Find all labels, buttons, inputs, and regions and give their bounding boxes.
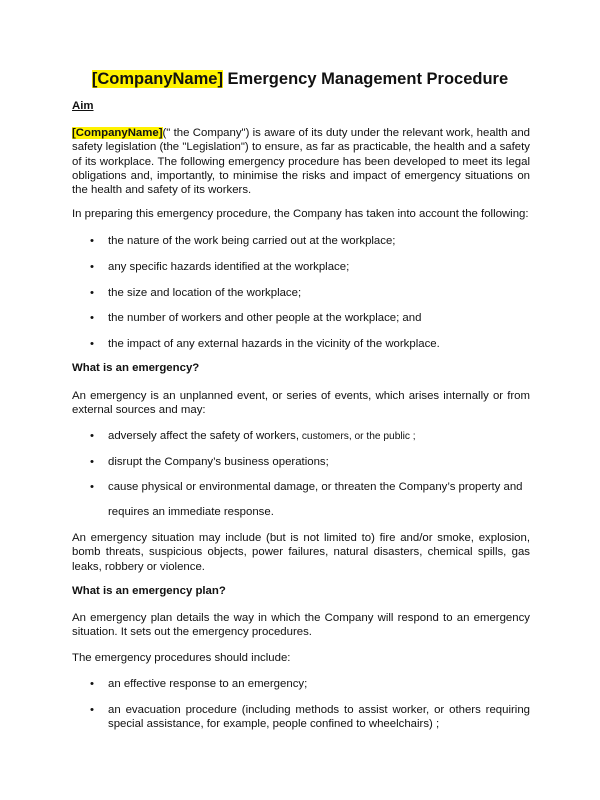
plan-heading: What is an emergency plan? — [72, 585, 226, 597]
bullet-icon: • — [90, 312, 94, 324]
list-item-text-continued: requires an immediate response. — [108, 506, 274, 518]
aim-paragraph-text: (" the Company") is aware of its duty under the relevant work, health and safety legislation (the "Legislation") to ensure, as far as practicable, the health and a safety of its workplace. The following emergency procedure has been developed to meet its legal obligations and, importantly, to minimise the risks and impact of emergency situations on the health and safety of its workers. — [72, 127, 530, 197]
company-name-placeholder: [CompanyName] — [72, 127, 163, 139]
list-item-text: the impact of any external hazards in the vicinity of the workplace. — [108, 338, 440, 350]
bullet-icon: • — [90, 338, 94, 350]
document-title — [0, 70, 600, 89]
list-item-text: an effective response to an emergency; — [108, 678, 308, 690]
title-text: Emergency Management Procedure — [222, 70, 509, 88]
list-item-text: the nature of the work being carried out at the workplace; — [108, 235, 396, 247]
list-item-text: cause physical or environmental damage, or threaten the Company’s property and — [108, 481, 523, 493]
emergency-situations-paragraph: An emergency situation may include (but is not limited to) fire and/or smoke, explosion, bomb threats, suspicious objects, power failures, natural disasters, chemical spills, gas leaks, robbery or violence. — [72, 532, 530, 573]
emergency-paragraph: An emergency is an unplanned event, or series of events, which arises internally or from external sources and may: — [72, 390, 530, 417]
bullet-icon: • — [90, 235, 94, 247]
list-item-text: any specific hazards identified at the workplace; — [108, 261, 350, 273]
aim-heading: Aim — [72, 100, 94, 112]
emergency-heading: What is an emergency? — [72, 362, 200, 374]
list-item-main: adversely affect the safety of workers, — [108, 430, 299, 442]
list-item-text: an evacuation procedure (including methods to assist worker, or others requiring special assistance, for example, people confined to wheelchairs) ; — [108, 704, 530, 731]
plan-intro: The emergency procedures should include: — [72, 652, 291, 664]
company-name-placeholder: [CompanyName] — [91, 70, 223, 88]
bullet-icon: • — [90, 430, 94, 442]
list-item-text: the number of workers and other people at the workplace; and — [108, 312, 422, 324]
bullet-icon: • — [90, 678, 94, 690]
bullet-icon: • — [90, 261, 94, 273]
list-item-text — [108, 429, 416, 444]
aim-paragraph — [72, 126, 530, 197]
bullet-icon: • — [90, 287, 94, 299]
aim-intro: In preparing this emergency procedure, the Company has taken into account the following: — [72, 208, 529, 220]
list-item-small: customers, or the public ; — [299, 431, 416, 442]
plan-paragraph: An emergency plan details the way in which the Company will respond to an emergency situation. It sets out the emergency procedures. — [72, 612, 530, 639]
list-item-text: disrupt the Company’s business operations; — [108, 456, 329, 468]
bullet-icon: • — [90, 456, 94, 468]
list-item-text: the size and location of the workplace; — [108, 287, 302, 299]
bullet-icon: • — [90, 481, 94, 493]
bullet-icon: • — [90, 704, 94, 716]
